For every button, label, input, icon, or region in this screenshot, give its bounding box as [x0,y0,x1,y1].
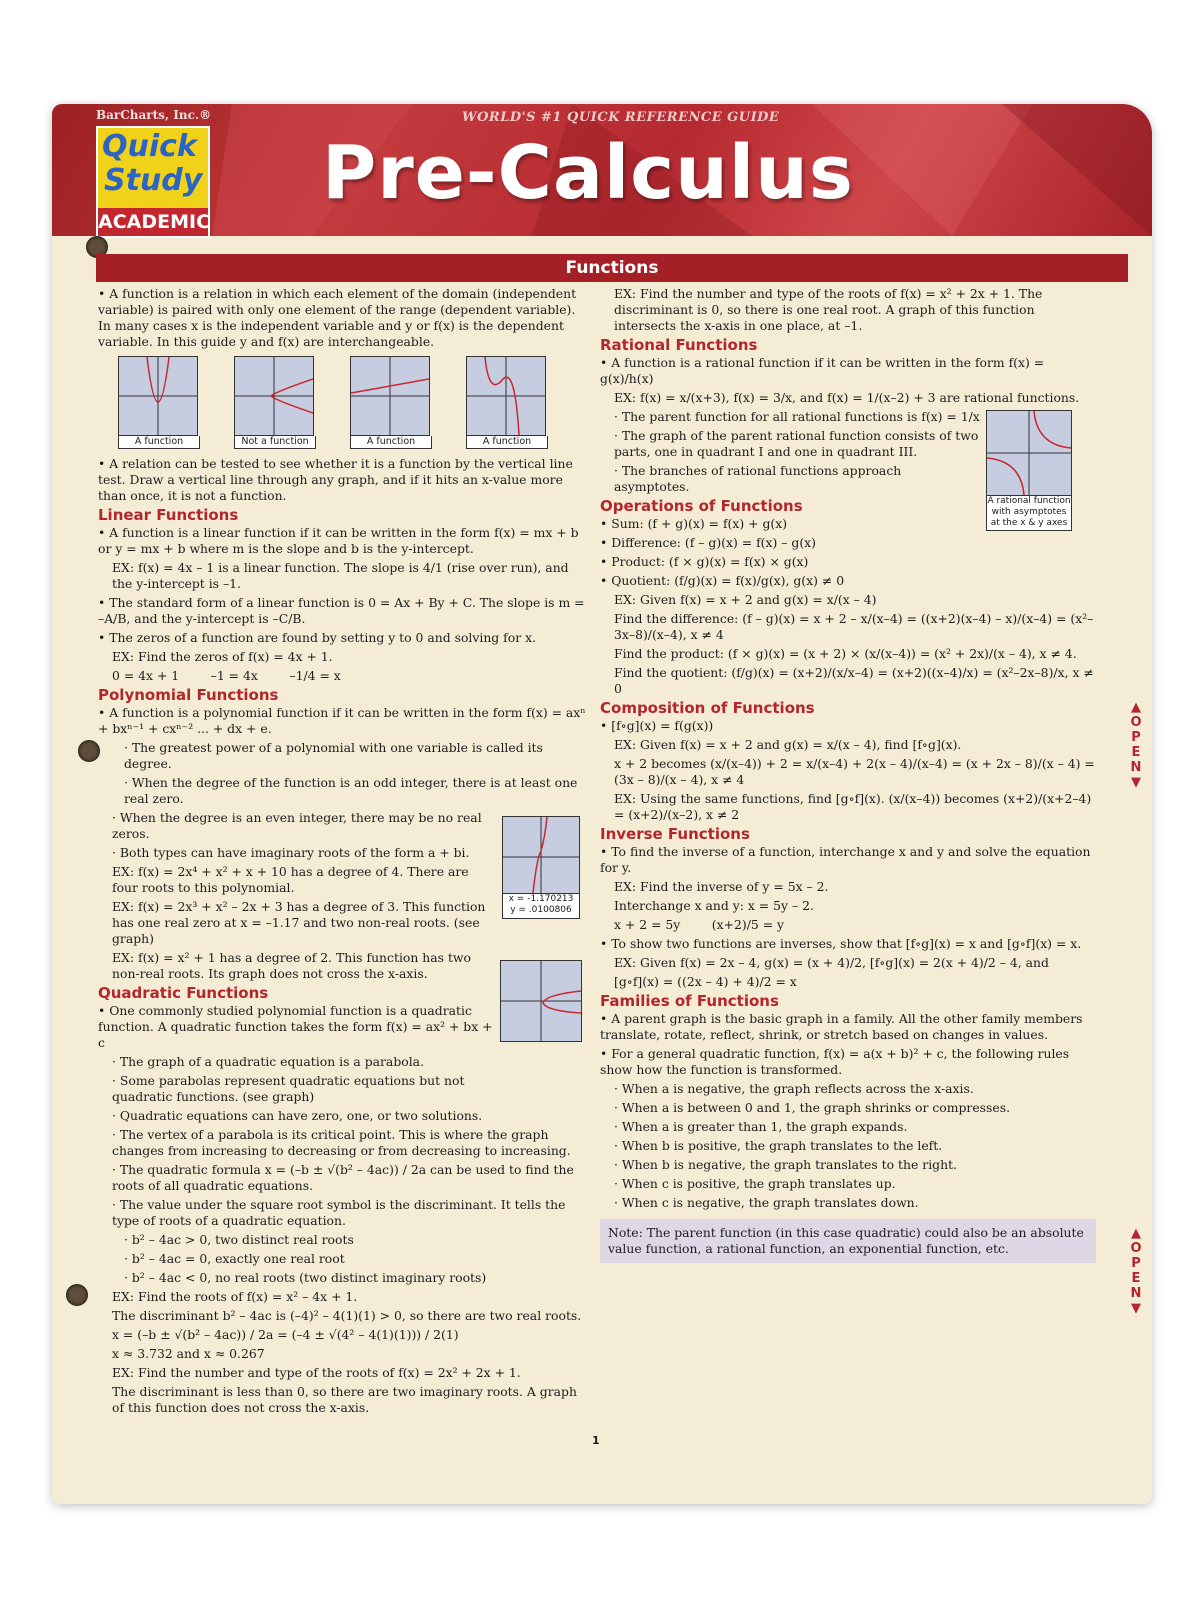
operations-example-quotient: Find the quotient: (f/g)(x) = (x+2)/(x/x–4) = (x+2)((x–4)/x) = (x²–2x–8)/x, x ≠ 0 [614,665,1094,696]
operation-difference: • Difference: (f – g)(x) = f(x) – g(x) [600,535,816,550]
polynomial-example-3: EX: f(x) = x² + 1 has a degree of 2. This function has two non-real roots. Its graph does not cross the x-axis. [112,950,471,981]
inverse-example: EX: Find the inverse of y = 5x – 2. [614,879,829,894]
linear-zeros-example: EX: Find the zeros of f(x) = 4x + 1. [112,649,333,664]
linear-zeros: • The zeros of a function are found by setting y to 0 and solving for x. [98,630,537,645]
quadratic-example-1-discriminant: The discriminant b² – 4ac is (–4)² – 4(1)(1) > 0, so there are two real roots. [112,1308,582,1323]
families-rule: · When a is negative, the graph reflects across the x-axis. [614,1081,974,1096]
graph-not-a-function: Not a function [234,356,314,448]
rational-example: EX: f(x) = x/(x+3), f(x) = 3/x, and f(x) = 1/(x–2) + 3 are rational functions. [614,390,1080,405]
punch-hole-icon [78,740,100,762]
quadratic-example-2: EX: Find the number and type of the roots of f(x) = 2x² + 2x + 1. [112,1365,521,1380]
families-rule: · When b is negative, the graph translates to the right. [614,1157,957,1172]
families-rule: · When c is negative, the graph translates down. [614,1195,919,1210]
quadratic-vertex: · The vertex of a parabola is its critical point. This is where the graph changes from increasing to decreasing or from decreasing to increasing. [112,1127,571,1158]
quadratic-solutions: · Quadratic equations can have zero, one, or two solutions. [112,1108,483,1123]
operation-quotient: • Quotient: (f/g)(x) = f(x)/g(x), g(x) ≠ 0 [600,573,845,588]
discriminant-zero: · b² – 4ac = 0, exactly one real root [124,1251,345,1266]
quadratic-example-1-roots: x ≈ 3.732 and x ≈ 0.267 [112,1346,265,1361]
families-general-quadratic: • For a general quadratic function, f(x) = a(x + b)² + c, the following rules show how the function is transformed. [600,1046,1070,1077]
quadratic-discriminant: · The value under the square root symbol is the discriminant. It tells the type of roots of a quadratic equation. [112,1197,566,1228]
sideways-parabola-graph [500,960,582,1042]
open-tab[interactable]: ▲ OPEN ▼ [1130,700,1142,790]
rational-parent: · The parent function for all rational functions is f(x) = 1/x [614,409,980,424]
discriminant-zero-example: EX: Find the number and type of the roots of f(x) = x² + 2x + 1. The discriminant is 0, so there is one real root. A graph of this function intersects the x-axis in one place, at –1. [614,286,1043,333]
quadratic-definition: • One commonly studied polynomial function is a quadratic function. A quadratic function takes the form f(x) = ax² + bx + c [98,1003,493,1050]
inverse-example-interchange: Interchange x and y: x = 5y – 2. [614,898,814,913]
polynomial-graph: x = -1.170213 y = .0100806 [502,816,580,919]
operations-example-difference: Find the difference: (f – g)(x) = x + 2 – x/(x–4) = ((x+2)(x–4) – x)/(x–4) = (x²–3x–8)/(x–4), x ≠ 4 [614,611,1094,642]
graph-cubic-function: A function [466,356,546,448]
inverse-example-solution: x + 2 = 5y (x+2)/5 = y [614,917,785,932]
inverse-example-2: EX: Given f(x) = 2x – 4, g(x) = (x + 4)/2, [f∘g](x) = 2(x + 4)/2 – 4, and [614,955,1049,970]
quadratic-example-2-result: The discriminant is less than 0, so there are two imaginary roots. A graph of this function does not cross the x-axis. [112,1384,577,1415]
heading-families-of-functions: Families of Functions [600,992,779,1010]
rational-asymptotes: · The branches of rational functions approach asymptotes. [614,463,902,494]
heading-linear-functions: Linear Functions [98,506,239,524]
linear-zeros-solution: 0 = 4x + 1 –1 = 4x –1/4 = x [112,668,341,683]
rational-definition: • A function is a rational function if it can be written in the form f(x) = g(x)/h(x) [600,355,1045,386]
linear-definition: • A function is a linear function if it can be written in the form f(x) = mx + b or y = mx + b where m is the slope and b is the y-intercept. [98,525,579,556]
page-number: 1 [592,1434,600,1447]
operations-example: EX: Given f(x) = x + 2 and g(x) = x/(x – 4) [614,592,877,607]
brand-name: BarCharts, Inc.® [96,108,212,122]
heading-operations-of-functions: Operations of Functions [600,497,803,515]
polynomial-example-1: EX: f(x) = 2x⁴ + x² + x + 10 has a degree of 4. There are four roots to this polynomial. [112,864,469,895]
composition-example-2: EX: Using the same functions, find [g∘f](x). (x/(x–4)) becomes (x+2)/(x+2–4) = (x+2)/(x–2), x ≠ 2 [614,791,1092,822]
heading-quadratic-functions: Quadratic Functions [98,984,269,1002]
graph-linear-function: A function [350,356,430,448]
punch-hole-icon [66,1284,88,1306]
polynomial-definition: • A function is a polynomial function if it can be written in the form f(x) = axⁿ + bxⁿ⁻¹ + cxⁿ⁻² ... + dx + e. [98,705,586,736]
families-rule: · When a is greater than 1, the graph expands. [614,1119,908,1134]
families-parent-graph: • A parent graph is the basic graph in a family. All the other family members translate, rotate, reflect, shrink, or stretch based on changes in values. [600,1011,1083,1042]
discriminant-negative: · b² – 4ac < 0, no real roots (two distinct imaginary roots) [124,1270,487,1285]
section-title: Functions [96,254,1128,282]
heading-inverse-functions: Inverse Functions [600,825,750,843]
quickstudy-logo: Quick Study ACADEMIC [96,126,210,238]
polynomial-degree: · The greatest power of a polynomial with one variable is called its degree. [124,740,543,771]
quadratic-example-1-formula: x = (–b ± √(b² – 4ac)) / 2a = (–4 ± √(4² – 4(1)(1))) / 2(1) [112,1327,459,1342]
polynomial-example-2: EX: f(x) = 2x³ + x² – 2x + 3 has a degree of 3. This function has one real zero at x = –1.17 and two non-real roots. (see graph) [112,899,486,946]
page-title: Pre-Calculus [322,130,854,216]
linear-example: EX: f(x) = 4x – 1 is a linear function. The slope is 4/1 (rise over run), and the y-intercept is –1. [112,560,569,591]
composition-example: EX: Given f(x) = x + 2 and g(x) = x/(x – 4), find [f∘g](x). [614,737,962,752]
quadratic-not-function: · Some parabolas represent quadratic equations but not quadratic functions. (see graph) [112,1073,465,1104]
polynomial-imaginary-roots: · Both types can have imaginary roots of the form a + bi. [112,845,470,860]
inverse-example-2-result: [g∘f](x) = ((2x – 4) + 4)/2 = x [614,974,797,989]
quadratic-parabola: · The graph of a quadratic equation is a parabola. [112,1054,425,1069]
operations-example-product: Find the product: (f × g)(x) = (x + 2) × (x/(x–4)) = (x² + 2x)/(x – 4), x ≠ 4. [614,646,1077,661]
operation-product: • Product: (f × g)(x) = f(x) × g(x) [600,554,809,569]
composition-definition: • [f∘g](x) = f(g(x)) [600,718,714,733]
quadratic-example-1: EX: Find the roots of f(x) = x² – 4x + 1. [112,1289,358,1304]
families-note: Note: The parent function (in this case quadratic) could also be an absolute value function, a rational function, an exponential function, etc. [600,1219,1096,1263]
heading-composition-of-functions: Composition of Functions [600,699,815,717]
discriminant-positive: · b² – 4ac > 0, two distinct real roots [124,1232,354,1247]
polynomial-even-degree: · When the degree is an even integer, there may be no real zeros. [112,810,482,841]
heading-polynomial-functions: Polynomial Functions [98,686,279,704]
families-rule: · When c is positive, the graph translates up. [614,1176,896,1191]
reference-sheet [52,104,1152,1504]
heading-rational-functions: Rational Functions [600,336,758,354]
families-rule: · When a is between 0 and 1, the graph shrinks or compresses. [614,1100,1011,1115]
operation-sum: • Sum: (f + g)(x) = f(x) + g(x) [600,516,788,531]
header-banner [52,104,1152,236]
function-definition: • A function is a relation in which each element of the domain (independent variable) is paired with only one element of the range (dependent variable). In many cases x is the independent variable and y or f(x) is the dependent variable. In this guide y and f(x) are interchangeable. [98,286,577,349]
polynomial-odd-degree: · When the degree of the function is an odd integer, there is at least one real zero. [124,775,578,806]
tagline: WORLD'S #1 QUICK REFERENCE GUIDE [462,110,780,125]
inverse-verification: • To show two functions are inverses, show that [f∘g](x) = x and [g∘f](x) = x. [600,936,1082,951]
graph-a-function: A function [118,356,198,448]
vertical-line-test: • A relation can be tested to see whether it is a function by the vertical line test. Draw a vertical line through any graph, and if it hits an x-value more than once, it is not a function. [98,456,573,503]
rational-graph-parts: · The graph of the parent rational function consists of two parts, one in quadrant I and one in quadrant III. [614,428,979,459]
inverse-definition: • To find the inverse of a function, interchange x and y and solve the equation for y. [600,844,1091,875]
composition-example-work: x + 2 becomes (x/(x–4)) + 2 = x/(x–4) + 2(x – 4)/(x–4) = (x + 2x – 8)/(x – 4) = (3x – 8)/(x – 4), x ≠ 4 [614,756,1095,787]
families-rule: · When b is positive, the graph translates to the left. [614,1138,943,1153]
function-graphs [118,356,586,448]
open-tab[interactable]: ▲ OPEN ▼ [1130,1226,1142,1316]
linear-standard-form: • The standard form of a linear function is 0 = Ax + By + C. The slope is m = –A/B, and the y-intercept is –C/B. [98,595,585,626]
quadratic-formula: · The quadratic formula x = (–b ± √(b² – 4ac)) / 2a can be used to find the roots of all quadratic equations. [112,1162,574,1193]
rational-function-graph: A rational function with asymptotes at the x & y axes [986,410,1072,531]
